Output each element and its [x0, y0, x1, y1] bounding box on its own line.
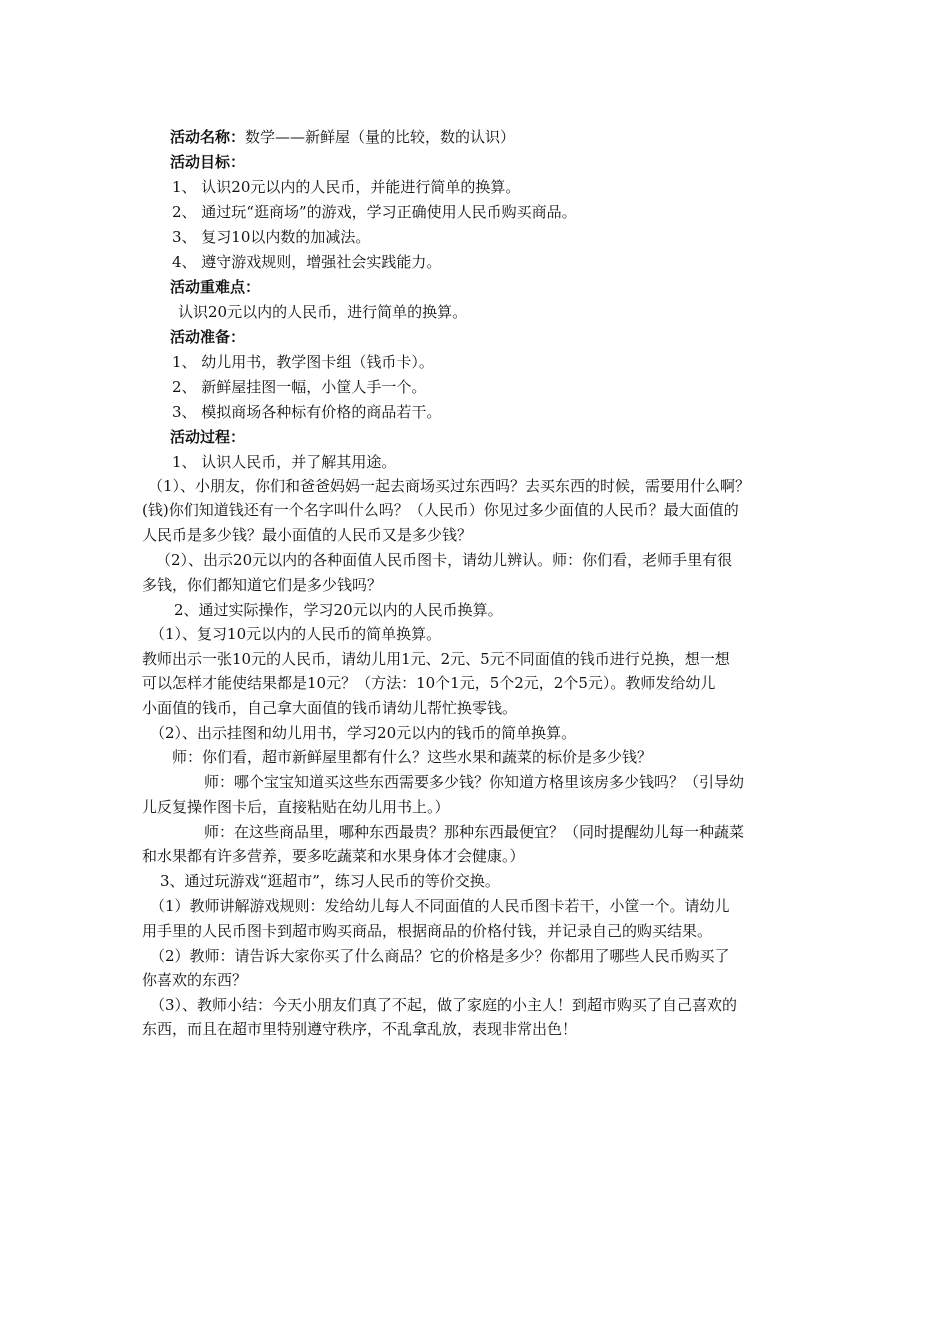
process-line: 1、 认识人民币，并了解其用途。	[172, 453, 397, 471]
process-line: 2、通过实际操作，学习20元以内的人民币换算。	[174, 601, 503, 619]
process-line: （2）教师：请告诉大家你买了什么商品？它的价格是多少？你都用了哪些人民币购买了	[150, 947, 730, 965]
process-line: 东西，而且在超市里特别遵守秩序，不乱拿乱放，表现非常出色！	[142, 1020, 578, 1038]
key-points-heading: 活动重难点：	[170, 278, 261, 296]
goal-item: 1、 认识20元以内的人民币，并能进行简单的换算。	[172, 178, 521, 196]
goal-item: 3、 复习10以内数的加减法。	[172, 228, 371, 246]
process-line: 可以怎样才能使结果都是10元？（方法：10个1元，5个2元，2个5元）。教师发给幼儿	[142, 674, 716, 692]
process-line: 师：在这些商品里，哪种东西最贵？那种东西最便宜？（同时提醒幼儿每一种蔬菜	[204, 823, 745, 841]
prep-item: 1、 幼儿用书，教学图卡组（钱币卡）。	[172, 353, 434, 371]
process-line: （2）、出示挂图和幼儿用书，学习20元以内的钱币的简单换算。	[150, 724, 577, 742]
process-line: 3、通过玩游戏“逛超市”，练习人民币的等价交换。	[160, 872, 500, 890]
process-line: 教师出示一张10元的人民币，请幼儿用1元、2元、5元不同面值的钱币进行兑换，想一想	[142, 650, 730, 668]
process-line: （2）、出示20元以内的各种面值人民币图卡，请幼儿辨认。师：你们看，老师手里有很	[156, 551, 733, 569]
key-points-text: 认识20元以内的人民币，进行简单的换算。	[178, 303, 468, 321]
process-line: 你喜欢的东西？	[142, 971, 248, 989]
process-heading: 活动过程：	[170, 428, 246, 446]
process-line: 人民币是多少钱？最小面值的人民币又是多少钱？	[142, 526, 473, 544]
process-line: （3）、教师小结：今天小朋友们真了不起，做了家庭的小主人！到超市购买了自己喜欢的	[150, 996, 738, 1014]
prep-item: 2、 新鲜屋挂图一幅，小筐人手一个。	[172, 378, 427, 396]
process-line: 儿反复操作图卡后，直接粘贴在幼儿用书上。）	[142, 798, 450, 816]
process-line: 多钱，你们都知道它们是多少钱吗？	[142, 576, 383, 594]
activity-name-value: 数学——新鲜屋（量的比较，数的认识）	[245, 128, 516, 146]
process-line: 师：哪个宝宝知道买这些东西需要多少钱？你知道方格里该房多少钱吗？（引导幼	[204, 773, 745, 791]
activity-name-label: 活动名称：	[170, 128, 246, 146]
goal-item: 2、 通过玩“逛商场”的游戏，学习正确使用人民币购买商品。	[172, 203, 577, 221]
prep-heading: 活动准备：	[170, 328, 246, 346]
process-line: 师：你们看，超市新鲜屋里都有什么？这些水果和蔬菜的标价是多少钱？	[172, 748, 653, 766]
process-line: (钱)你们知道钱还有一个名字叫什么吗？（人民币）你见过多少面值的人民币？最大面值的	[142, 501, 739, 519]
process-line: （1）、复习10元以内的人民币的简单换算。	[150, 625, 442, 643]
process-line: （1）教师讲解游戏规则：发给幼儿每人不同面值的人民币图卡若干，小筐一个。请幼儿	[150, 897, 730, 915]
process-line: 和水果都有许多营养，要多吃蔬菜和水果身体才会健康。）	[142, 847, 525, 865]
prep-item: 3、 模拟商场各种标有价格的商品若干。	[172, 403, 442, 421]
goals-heading: 活动目标：	[170, 153, 246, 171]
process-line: 用手里的人民币图卡到超市购买商品，根据商品的价格付钱，并记录自己的购买结果。	[142, 922, 713, 940]
activity-name-line	[170, 126, 515, 148]
process-line: 小面值的钱币，自己拿大面值的钱币请幼儿帮忙换零钱。	[142, 699, 518, 717]
goal-item: 4、 遵守游戏规则，增强社会实践能力。	[172, 253, 442, 271]
process-line: （1）、小朋友，你们和爸爸妈妈一起去商场买过东西吗？去买东西的时候，需要用什么啊？	[148, 477, 751, 495]
